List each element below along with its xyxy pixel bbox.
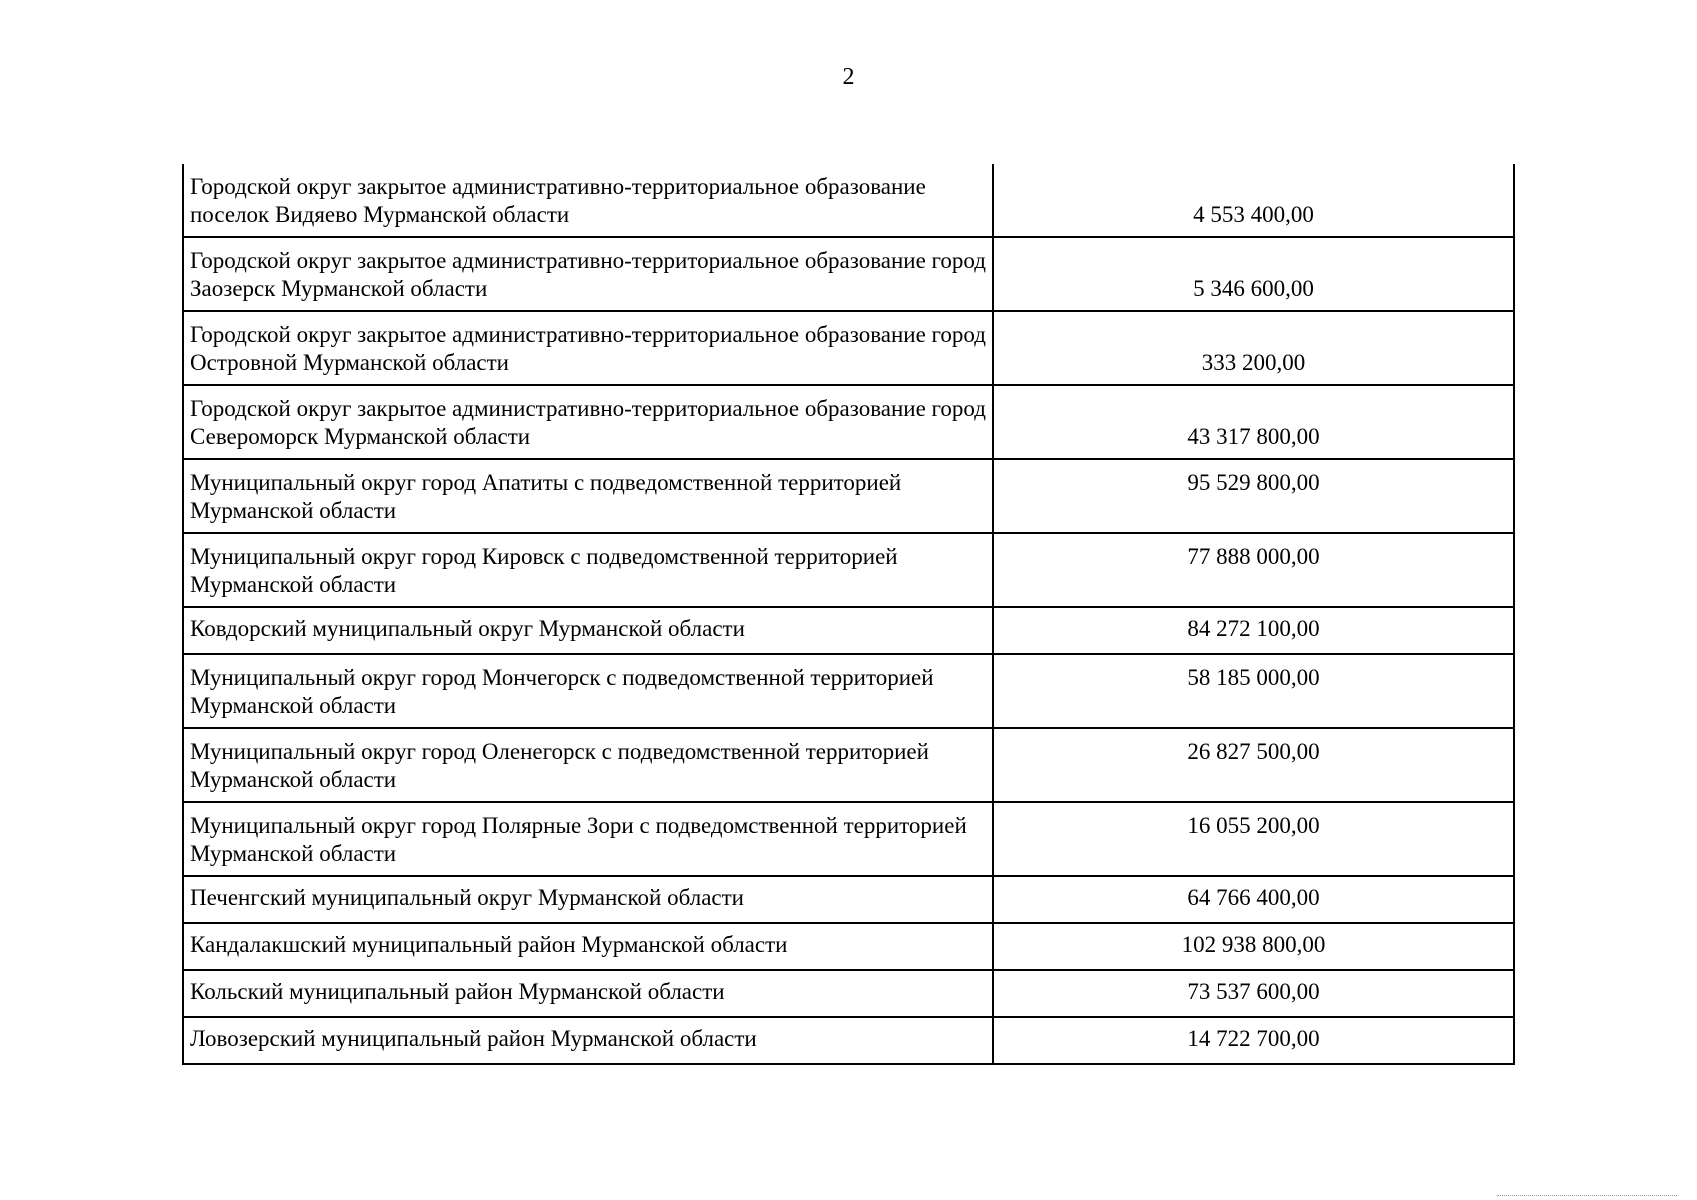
amount-value: 73 537 600,00: [1187, 979, 1320, 1004]
table-row: [183, 385, 1514, 459]
municipality-name: Муниципальный округ город Полярные Зори с подведомственной территорией Мурманской области: [190, 813, 967, 866]
amount-value: 4 553 400,00: [1193, 202, 1314, 227]
municipality-name: Городской округ закрытое административно-территориальное образование город Североморск Мурманской области: [190, 396, 986, 449]
amount-value: 64 766 400,00: [1187, 885, 1320, 910]
municipality-name: Муниципальный округ город Оленегорск с подведомственной территорией Мурманской области: [190, 739, 929, 792]
table-row: [183, 923, 1514, 970]
amount-value: 16 055 200,00: [1187, 813, 1320, 838]
municipality-cell: [183, 607, 993, 654]
municipality-name: Городской округ закрытое административно-территориальное образование поселок Видяево Мурманской области: [190, 174, 926, 227]
table-row: [183, 459, 1514, 533]
municipality-name: Печенгский муниципальный округ Мурманской области: [190, 885, 744, 910]
municipality-name: Кольский муниципальный район Мурманской области: [190, 979, 725, 1004]
municipality-cell: [183, 876, 993, 923]
municipality-name: Городской округ закрытое административно-территориальное образование город Островной Мурманской области: [190, 322, 986, 375]
amount-value: 14 722 700,00: [1187, 1026, 1320, 1051]
municipality-cell: [183, 459, 993, 533]
municipality-name: Городской округ закрытое административно-территориальное образование город Заозерск Мурманской области: [190, 248, 986, 301]
amount-cell: [993, 533, 1514, 607]
amount-cell: [993, 876, 1514, 923]
amount-value: 333 200,00: [1201, 350, 1306, 375]
amount-value: 95 529 800,00: [1187, 470, 1320, 495]
amount-cell: [993, 923, 1514, 970]
scan-artifact: [1497, 1195, 1677, 1198]
amount-value: 58 185 000,00: [1187, 665, 1320, 690]
amount-value: 43 317 800,00: [1187, 424, 1320, 449]
amount-value: 102 938 800,00: [1181, 932, 1326, 957]
table-row: [183, 876, 1514, 923]
municipality-cell: [183, 164, 993, 237]
table-row: [183, 654, 1514, 728]
municipality-cell: [183, 237, 993, 311]
municipality-name: Ловозерский муниципальный район Мурманской области: [190, 1026, 757, 1051]
amount-cell: [993, 237, 1514, 311]
municipality-name: Ковдорский муниципальный округ Мурманской области: [190, 616, 745, 641]
municipality-cell: [183, 1017, 993, 1064]
table-row: [183, 237, 1514, 311]
page-number: 2: [842, 64, 855, 90]
municipality-cell: [183, 533, 993, 607]
table-row: [183, 607, 1514, 654]
amount-cell: [993, 728, 1514, 802]
amount-cell: [993, 1017, 1514, 1064]
amount-cell: [993, 970, 1514, 1017]
amount-cell: [993, 459, 1514, 533]
table-row: [183, 728, 1514, 802]
amount-cell: [993, 654, 1514, 728]
table-row: [183, 311, 1514, 385]
amount-cell: [993, 385, 1514, 459]
amount-value: 77 888 000,00: [1187, 544, 1320, 569]
table-row: [183, 802, 1514, 876]
municipality-cell: [183, 385, 993, 459]
municipality-cell: [183, 728, 993, 802]
amount-value: 84 272 100,00: [1187, 616, 1320, 641]
municipality-name: Муниципальный округ город Мончегорск с подведомственной территорией Мурманской области: [190, 665, 934, 718]
amount-cell: [993, 802, 1514, 876]
amount-value: 26 827 500,00: [1187, 739, 1320, 764]
municipality-cell: [183, 923, 993, 970]
municipality-name: Кандалакшский муниципальный район Мурманской области: [190, 932, 788, 957]
municipality-cell: [183, 311, 993, 385]
allocation-table: [182, 164, 1515, 1065]
municipality-cell: [183, 970, 993, 1017]
municipality-name: Муниципальный округ город Кировск с подведомственной территорией Мурманской области: [190, 544, 898, 597]
amount-value: 5 346 600,00: [1193, 276, 1314, 301]
municipality-cell: [183, 802, 993, 876]
table-row: [183, 1017, 1514, 1064]
table-row: [183, 164, 1514, 237]
amount-cell: [993, 311, 1514, 385]
municipality-cell: [183, 654, 993, 728]
amount-cell: [993, 607, 1514, 654]
amount-cell: [993, 164, 1514, 237]
municipality-name: Муниципальный округ город Апатиты с подведомственной территорией Мурманской области: [190, 470, 902, 523]
table-row: [183, 533, 1514, 607]
table-row: [183, 970, 1514, 1017]
